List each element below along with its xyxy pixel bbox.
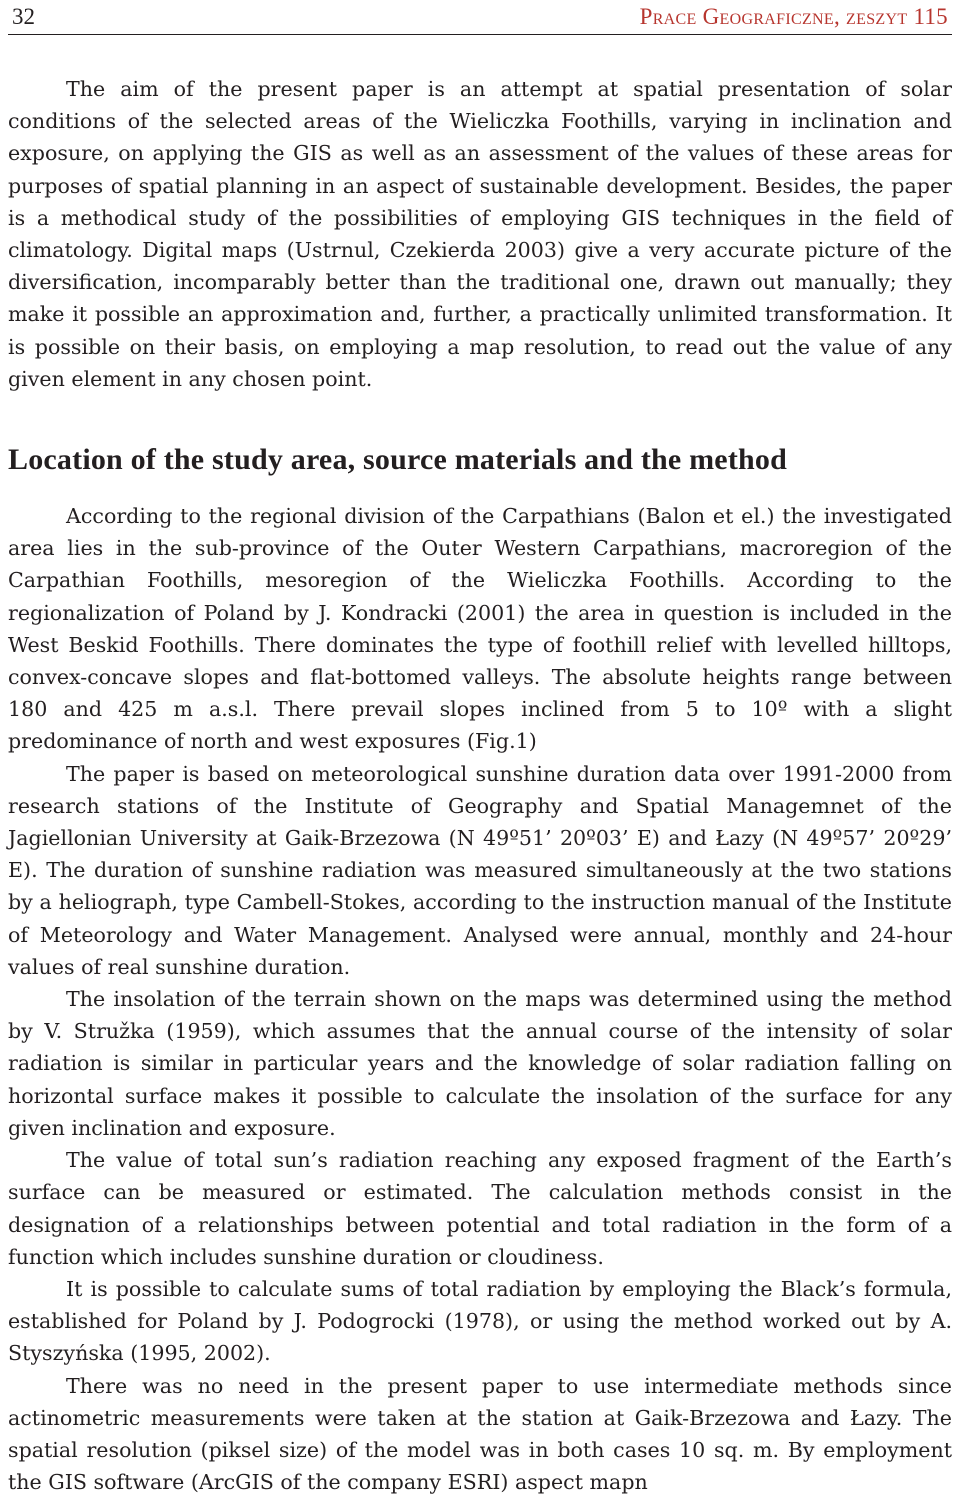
page bbox=[8, 0, 952, 1498]
article-body bbox=[8, 73, 952, 1498]
paragraph-resolution: There was no need in the present paper to use intermediate methods since actinometric measurements were taken at the station at Gaik-Brzezowa and Łazy. The spatial resolution (piksel size) of the model was in both cases 10 sq. m. By employment the GIS software (ArcGIS of the company ESRI) aspect mapn bbox=[8, 1373, 952, 1495]
paragraph-insolation-method: The insolation of the terrain shown on the maps was determined using the method by V. Stružka (1959), which assumes that the annual course of the intensity of solar radiation is similar in particular years and the knowledge of solar radiation falling on horizontal surface makes it possible to calculate the insolation of the surface for any given inclination and exposure. bbox=[8, 987, 952, 1140]
paragraph-data-source: The paper is based on meteorological sunshine duration data over 1991-2000 from research stations of the Institute of Geography and Spatial Managemnet of the Jagiellonian University at Gaik-Brzezowa (N 49º51’ 20º03’ E) and Łazy (N 49º57’ 20º29’ E). The duration of sunshine radiation was measured simultaneously at the two stations by a heliograph, type Cambell-Stokes, according to the instruction manual of the Institute of Meteorology and Water Management. Analysed were annual, monthly and 24-hour values of real sunshine duration. bbox=[8, 761, 952, 979]
paragraph-formula: It is possible to calculate sums of total radiation by employing the Black’s formula, established for Poland by J. Podogrocki (1978), or using the method worked out by A. Styszyńska (1995, 2002). bbox=[8, 1276, 952, 1366]
journal-title: Prace Geograficzne, zeszyt 115 bbox=[639, 4, 948, 29]
paragraph-total-radiation: The value of total sun’s radiation reaching any exposed fragment of the Earth’s surface can be measured or estimated. The calculation methods consist in the designation of a relationships between potential and total radiation in the form of a function which includes sunshine duration or cloudiness. bbox=[8, 1148, 952, 1269]
section-heading: Location of the study area, source materials and the method bbox=[8, 443, 787, 477]
running-head bbox=[8, 0, 952, 35]
page-number: 32 bbox=[12, 4, 35, 29]
paragraph-study-area: According to the regional division of the Carpathians (Balon et el.) the investigated area lies in the sub-province of the Outer Western Carpathians, macroregion of the Carpathian Foothills, mesoregion of the Wieliczka Foothills. According to the regionalization of Poland by J. Kondracki (2001) the area in question is included in the West Beskid Foothills. There dominates the type of foothill relief with levelled hilltops, convex-concave slopes and flat-bottomed valleys. The absolute heights range between 180 and 425 m a.s.l. There prevail slopes inclined from 5 to 10º with a slight predominance of north and west exposures (Fig.1) bbox=[8, 504, 952, 754]
intro-paragraph: The aim of the present paper is an attempt at spatial presentation of solar conditions of the selected areas of the Wieliczka Foothills, varying in inclination and exposure, on applying the GIS as well as an assessment of the values of these areas for purposes of spatial planning in an aspect of sustainable development. Besides, the paper is a methodical study of the possibilities of employing GIS techniques in the field of climatology. Digital maps (Ustrnul, Czekierda 2003) give a very accurate picture of the diversification, incomparably better than the traditional one, drawn out manually; they make it possible an approximation and, further, a practically unlimited transformation. It is possible on their basis, on employing a map resolution, to read out the value of any given element in any chosen point. bbox=[8, 77, 952, 391]
